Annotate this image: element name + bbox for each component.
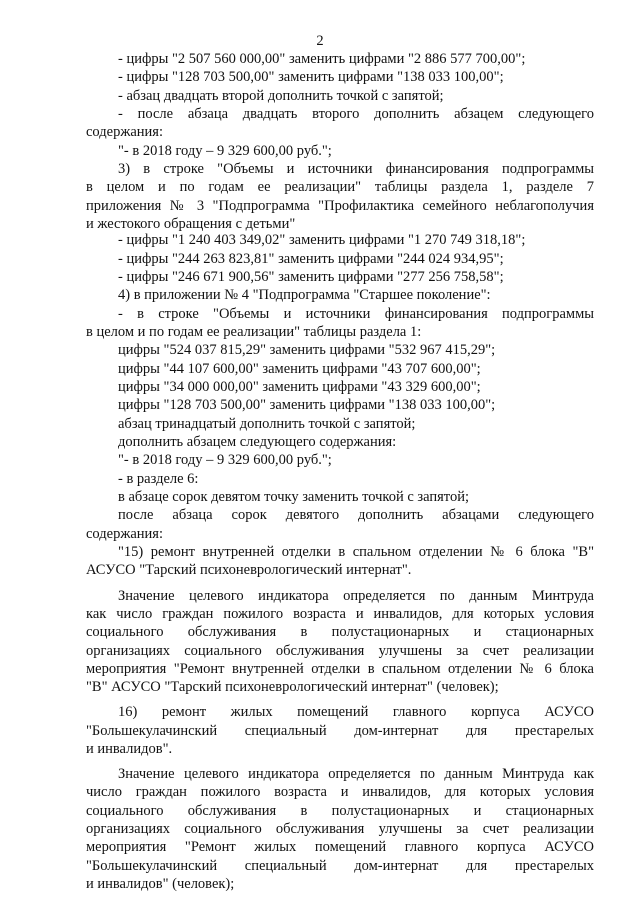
text-line: организациях социального обслуживания улучшены за счет реализации: [86, 821, 594, 837]
text-line: - цифры "246 671 900,56" заменить цифрами "277 256 758,58";: [118, 269, 504, 285]
text-line: цифры "128 703 500,00" заменить цифрами "138 033 100,00";: [118, 397, 496, 413]
text-line: "- в 2018 году – 9 329 600,00 руб.";: [118, 143, 332, 159]
text-line: - абзац двадцать второй дополнить точкой с запятой;: [118, 88, 444, 104]
text-line: Значение целевого индикатора определяется по данным Минтруда как: [118, 766, 594, 782]
text-line: приложения № 3 "Подпрограмма "Профилактика семейного неблагополучия: [86, 198, 594, 214]
text-line: - цифры "1 240 403 349,02" заменить цифрами "1 270 749 318,18";: [118, 232, 526, 248]
text-line: "Большекулачинский специальный дом-интернат для престарелых: [86, 723, 594, 739]
text-line: и жестокого обращения с детьми": [86, 216, 296, 232]
text-line: мероприятия "Ремонт жилых помещений главного корпуса АСУСО: [86, 839, 594, 855]
text-line: дополнить абзацем следующего содержания:: [118, 434, 397, 450]
text-line: после абзаца сорок девятого дополнить абзацами следующего: [118, 507, 594, 523]
page-number: 2: [316, 33, 324, 49]
text-line: "В" АСУСО "Тарский психоневрологический интернат" (человек);: [86, 679, 499, 695]
text-line: "Большекулачинский специальный дом-интернат для престарелых: [86, 858, 594, 874]
text-line: социального обслуживания в полустационарных и стационарных: [86, 624, 594, 640]
text-line: 16) ремонт жилых помещений главного корпуса АСУСО: [118, 704, 594, 720]
text-line: - цифры "2 507 560 000,00" заменить цифрами "2 886 577 700,00";: [118, 51, 526, 67]
text-line: и инвалидов" (человек);: [86, 876, 235, 892]
text-line: "- в 2018 году – 9 329 600,00 руб.";: [118, 452, 332, 468]
text-line: цифры "524 037 815,29" заменить цифрами "532 967 415,29";: [118, 342, 496, 358]
text-line: в целом и по годам ее реализации" таблицы раздела 1, разделе 7: [86, 179, 594, 195]
text-line: цифры "44 107 600,00" заменить цифрами "43 707 600,00";: [118, 361, 481, 377]
text-line: организациях социального обслуживания улучшены за счет реализации: [86, 643, 594, 659]
text-line: число граждан пожилого возраста и инвалидов, для которых условия: [86, 784, 594, 800]
text-line: абзац тринадцатый дополнить точкой с запятой;: [118, 416, 416, 432]
text-line: 4) в приложении № 4 "Подпрограмма "Старшее поколение":: [118, 287, 491, 303]
text-line: "15) ремонт внутренней отделки в спальном отделении № 6 блока "В": [118, 544, 594, 560]
text-line: АСУСО "Тарский психоневрологический интернат".: [86, 562, 412, 578]
text-line: - цифры "244 263 823,81" заменить цифрами "244 024 934,95";: [118, 251, 504, 267]
text-line: в целом и по годам ее реализации" таблицы раздела 1:: [86, 324, 422, 340]
text-line: в абзаце сорок девятом точку заменить точкой с запятой;: [118, 489, 469, 505]
text-line: - в строке "Объемы и источники финансирования подпрограммы: [118, 306, 594, 322]
text-line: мероприятия "Ремонт внутренней отделки в спальном отделении № 6 блока: [86, 661, 594, 677]
text-line: социального обслуживания в полустационарных и стационарных: [86, 803, 594, 819]
text-line: цифры "34 000 000,00" заменить цифрами "43 329 600,00";: [118, 379, 481, 395]
text-line: - цифры "128 703 500,00" заменить цифрами "138 033 100,00";: [118, 69, 504, 85]
text-line: Значение целевого индикатора определяется по данным Минтруда: [118, 588, 594, 604]
text-line: как число граждан пожилого возраста и инвалидов, для которых условия: [86, 606, 594, 622]
text-line: и инвалидов".: [86, 741, 173, 757]
text-line: - в разделе 6:: [118, 471, 199, 487]
text-line: содержания:: [86, 124, 164, 140]
text-line: содержания:: [86, 526, 164, 542]
text-line: 3) в строке "Объемы и источники финансирования подпрограммы: [118, 161, 594, 177]
text-line: - после абзаца двадцать второго дополнить абзацем следующего: [118, 106, 594, 122]
